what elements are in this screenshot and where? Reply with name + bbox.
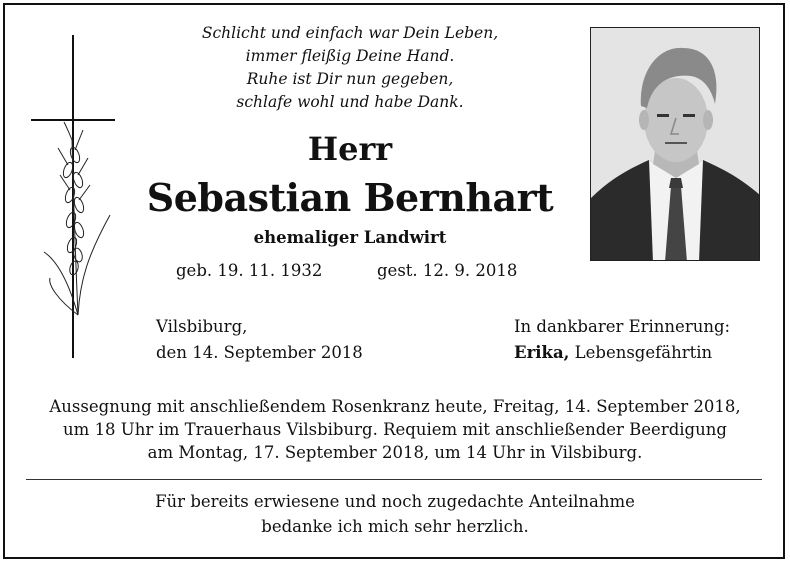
notice-line: um 18 Uhr im Trauerhaus Vilsbiburg. Requiem mit anschließender Beerdigung (63, 420, 727, 439)
poem (150, 22, 550, 114)
mourner-block (514, 314, 730, 366)
place-date (156, 314, 363, 366)
notice-line: am Montag, 17. September 2018, um 14 Uhr in Vilsbiburg. (147, 443, 643, 462)
poem-line: immer fleißig Deine Hand. (245, 47, 455, 65)
thanks-message (100, 489, 690, 539)
funeral-notice (20, 395, 770, 464)
poem-line: schlafe wohl und habe Dank. (236, 93, 464, 111)
birth-date: geb. 19. 11. 1932 (176, 261, 323, 280)
mourner-line (514, 340, 730, 366)
divider (26, 479, 762, 480)
thanks-line: bedanke ich mich sehr herzlich. (261, 517, 529, 536)
notice-line: Aussegnung mit anschließendem Rosenkranz heute, Freitag, 14. September 2018, (49, 397, 741, 416)
mourner-intro: In dankbarer Erinnerung: (514, 317, 731, 336)
poem-line: Ruhe ist Dir nun gegeben, (246, 70, 454, 88)
cross-with-wheat-icon (28, 30, 118, 360)
death-date: gest. 12. 9. 2018 (377, 261, 518, 280)
deceased-occupation: ehemaliger Landwirt (253, 228, 447, 247)
thanks-line: Für bereits erwiesene und noch zugedachte Anteilnahme (155, 492, 635, 511)
deceased-title: Herr (307, 130, 393, 168)
publication-date: den 14. September 2018 (156, 343, 363, 362)
mourner-relation: Lebensgefährtin (574, 343, 713, 362)
place: Vilsbiburg, (156, 317, 248, 336)
poem-line: Schlicht und einfach war Dein Leben, (201, 24, 499, 42)
deceased-name: Sebastian Bernhart (146, 175, 554, 220)
mourner-name: Erika, (514, 343, 570, 362)
portrait-photo (590, 27, 760, 261)
